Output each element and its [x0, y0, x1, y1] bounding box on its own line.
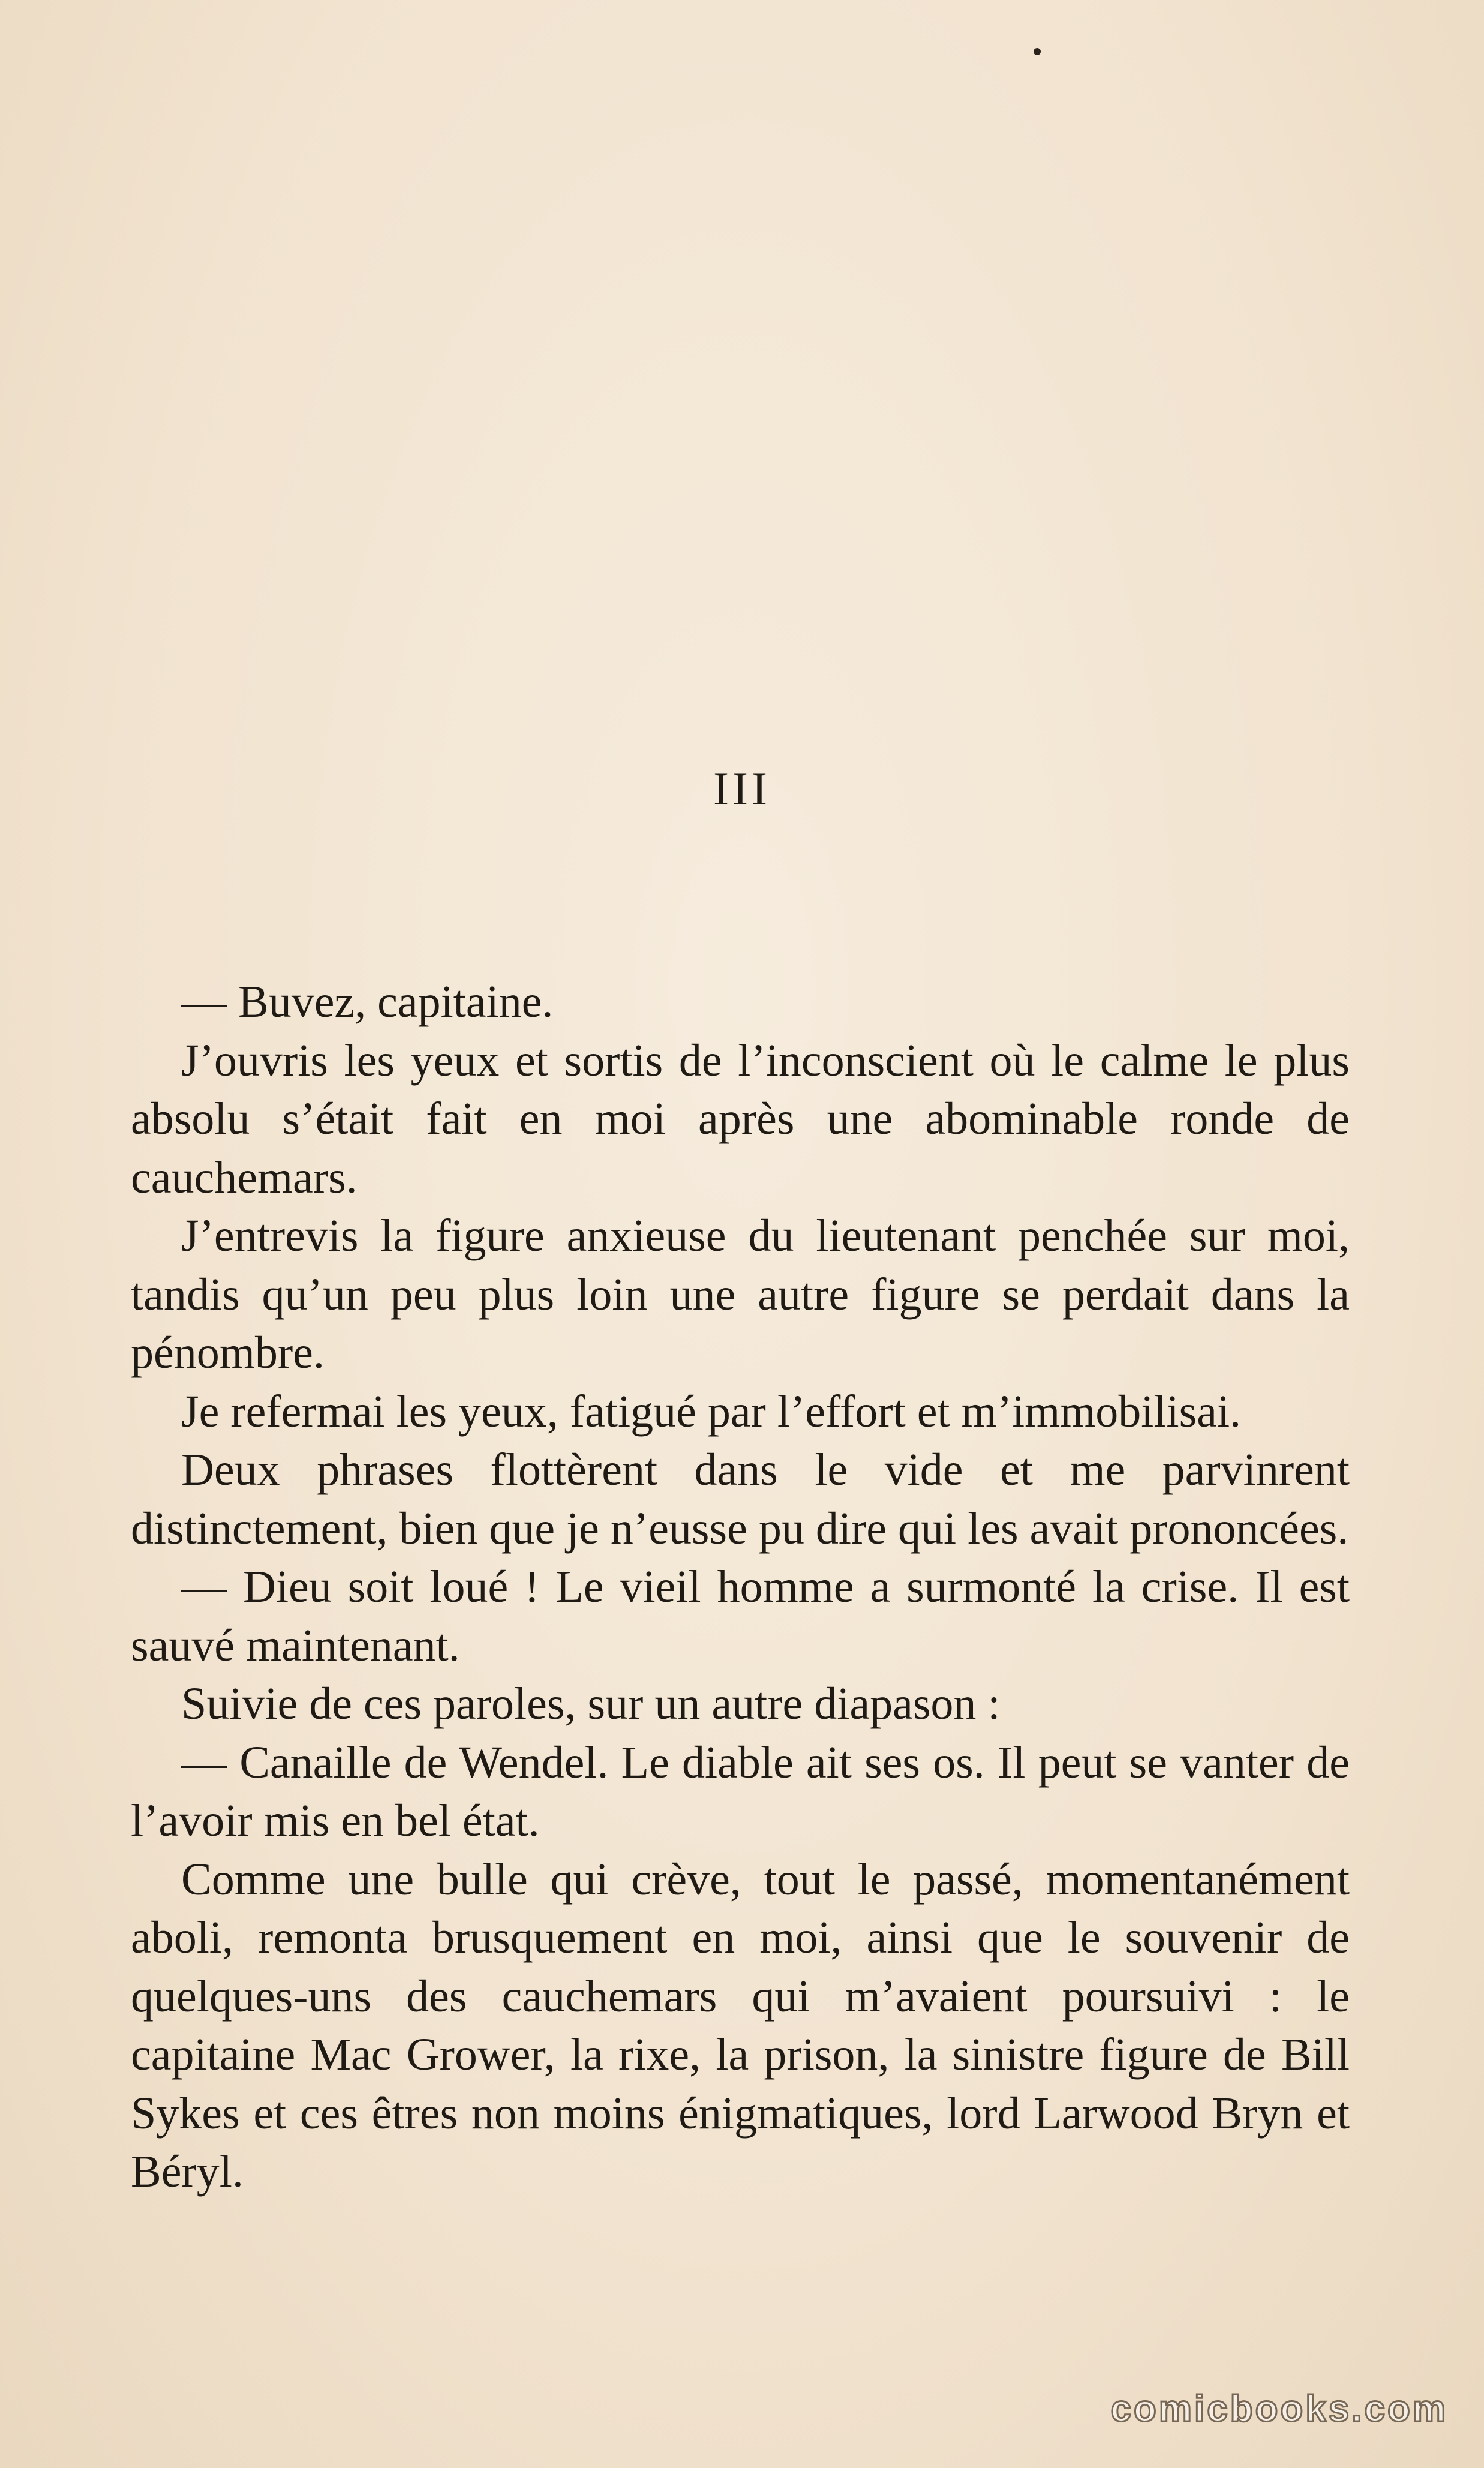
- paragraph: — Buvez, capitaine.: [181, 977, 554, 1027]
- body-text: [131, 973, 1350, 2202]
- watermark: comicbooks.com: [1110, 2388, 1448, 2430]
- paragraph: — Canaille de Wendel. Le diable ait ses os. Il peut se vanter de l’avoir mis en bel état.: [131, 1737, 1350, 1846]
- paragraph: Deux phrases flottèrent dans le vide et me parvinrent distinctement, bien que je n’eusse pu dire qui les avait prononcées.: [131, 1445, 1350, 1554]
- paragraph: — Dieu soit loué ! Le vieil homme a surmonté la crise. Il est sauvé maintenant.: [131, 1562, 1350, 1671]
- paragraph: J’ouvris les yeux et sortis de l’inconscient où le calme le plus absolu s’était fait en moi après une abominable ronde de cauchemars.: [131, 1035, 1350, 1203]
- paragraph: J’entrevis la figure anxieuse du lieutenant penchée sur moi, tandis qu’un peu plus loin une autre figure se perdait dans la pénombre.: [131, 1211, 1350, 1378]
- paragraph: Je refermai les yeux, fatigué par l’effort et m’immobilisai.: [181, 1386, 1242, 1437]
- chapter-heading: III: [713, 762, 771, 815]
- paragraph: Comme une bulle qui crève, tout le passé, momentanément aboli, remonta brusquement en moi, ainsi que le souvenir de quelques-uns des cauchemars qui m’avaient poursuivi : le capitaine Mac Grower, la rixe, la prison, la sinistre figure de Bill Sykes et ces êtres non moins énigmatiques, lord Larwood Bryn et Béryl.: [131, 1854, 1350, 2197]
- paragraph: Suivie de ces paroles, sur un autre diapason :: [181, 1679, 1001, 1729]
- ink-dot: [1034, 48, 1041, 55]
